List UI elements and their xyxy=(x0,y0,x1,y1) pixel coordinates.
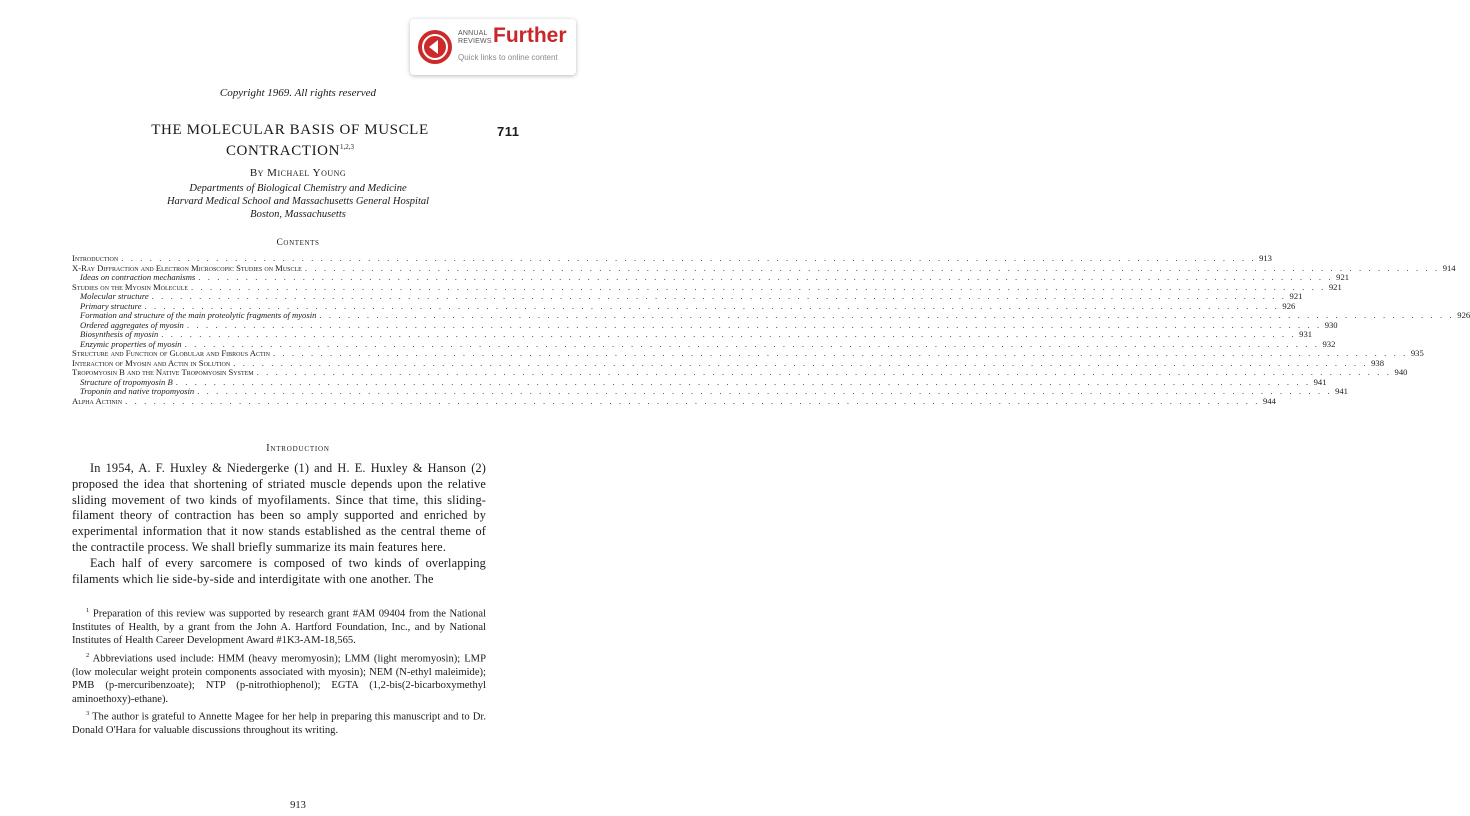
toc-entry-label: Ordered aggregates of myosin xyxy=(80,319,184,330)
footnotes xyxy=(72,604,486,738)
toc-entry-page: 941 xyxy=(1335,386,1348,396)
toc-entry-page: 931 xyxy=(1299,329,1313,339)
footnote-mark: 3 xyxy=(86,709,90,717)
toc-entry-label: Interaction of Myosin and Actin in Solution xyxy=(72,357,231,368)
footnote-mark: 1 xyxy=(86,607,90,614)
toc-leader-dots: . . . . . . . . . . . . . . . . . . . . . . . . . . . . . . . . . . . . . . . . . . . . . . . . . . . . . . . . . . . . . . . . . . . . . . . . . . . . . . . . . . . . . . . . . . . . . . . . . . . . . . . . . . . . . . . . . . . . . . . . xyxy=(256,367,1392,377)
toc-entry-page: 921 xyxy=(1328,281,1342,292)
toc-leader-dots: . . . . . . . . . . . . . . . . . . . . . . . . . . . . . . . . . . . . . . . . . . . . . . . . . . . . . . . . . . . . . . . . . . . . . . . . . . . . . . . . . . . . . . . . . . . . . . . . . . . . . . . . . . . . . . . . . . . . . . . . xyxy=(184,338,1320,349)
affiliation-line-1: Departments of Biological Chemistry and Medicine xyxy=(189,183,407,194)
toc-entry-label: X-Ray Diffraction and Electron Microscopic Studies on Muscle xyxy=(72,262,302,273)
introduction-heading: Introduction xyxy=(266,443,330,454)
affiliation-line-3: Boston, Massachusetts xyxy=(250,209,346,220)
toc-leader-dots: . . . . . . . . . . . . . . . . . . . . . . . . . . . . . . . . . . . . . . . . . . . . . . . . . . . . . . . . . . . . . . . . . . . . . . . . . . . . . . . . . . . . . . . . . . . . . . . . . . . . . . . . . . . . . . . . . . . . . . . . xyxy=(151,291,1287,301)
page-number-top: 711 xyxy=(497,124,520,139)
toc-leader-dots: . . . . . . . . . . . . . . . . . . . . . . . . . . . . . . . . . . . . . . . . . . . . . . . . . . . . . . . . . . . . . . . . . . . . . . . . . . . . . . . . . . . . . . . . . . . . . . . . . . . . . . . . . . . . . . . . . . . . . . . . xyxy=(272,348,1408,358)
footnote-mark: 2 xyxy=(86,651,90,659)
toc-entry-page: 913 xyxy=(1259,253,1272,263)
toc-entry-label: Primary structure xyxy=(80,300,142,311)
toc-entry-label: Alpha Actinin xyxy=(72,395,123,406)
toc-leader-dots: . . . . . . . . . . . . . . . . . . . . . . . . . . . . . . . . . . . . . . . . . . . . . . . . . . . . . . . . . . . . . . . . . . . . . . . . . . . . . . . . . . . . . . . . . . . . . . . . . . . . . . . . . . . . . . . . . . . . . . . . xyxy=(125,395,1260,406)
toc-entry-page: 921 xyxy=(1336,272,1350,282)
footnote-3 xyxy=(72,707,486,737)
toc-entry-page: 944 xyxy=(1262,395,1276,406)
body-paragraph: Each half of every sarcomere is composed of two kinds of overlapping filaments which lie side-by-side and interdigitate with one another. The xyxy=(72,555,486,586)
toc-entry-label: Introduction xyxy=(72,253,119,263)
toc-entry-page: 930 xyxy=(1324,319,1338,330)
toc-entry-label: Structure of tropomyosin B xyxy=(80,376,173,387)
affiliation-line-2: Harvard Medical School and Massachusetts General Hospital xyxy=(166,196,430,207)
further-tagline[interactable]: Quick links to online content xyxy=(458,53,558,62)
toc-leader-dots: . . . . . . . . . . . . . . . . . . . . . . . . . . . . . . . . . . . . . . . . . . . . . . . . . . . . . . . . . . . . . . . . . . . . . . . . . . . . . . . . . . . . . . . . . . . . . . . . . . . . . . . . . . . . . . . . . . . . . . . . xyxy=(144,300,1280,311)
title-line-1: THE MOLECULAR BASIS OF MUSCLE xyxy=(151,122,429,138)
toc-leader-dots: . . . . . . . . . . . . . . . . . . . . . . . . . . . . . . . . . . . . . . . . . . . . . . . . . . . . . . . . . . . . . . . . . . . . . . . . . . . . . . . . . . . . . . . . . . . . . . . . . . . . . . . . . . . . . . . . . . . . . . . . xyxy=(186,319,1322,330)
toc-entry-page: 935 xyxy=(1410,348,1424,358)
toc-leader-dots: . . . . . . . . . . . . . . . . . . . . . . . . . . . . . . . . . . . . . . . . . . . . . . . . . . . . . . . . . . . . . . . . . . . . . . . . . . . . . . . . . . . . . . . . . . . . . . . . . . . . . . . . . . . . . . . . . . . . . . . . xyxy=(198,272,1334,282)
toc-entry-label: Formation and structure of the main proteolytic fragments of myosin xyxy=(80,310,317,320)
title-line-2: CONTRACTION xyxy=(225,143,341,159)
toc-entry-page: 940 xyxy=(1394,367,1408,377)
toc-leader-dots: . . . . . . . . . . . . . . . . . . . . . . . . . . . . . . . . . . . . . . . . . . . . . . . . . . . . . . . . . . . . . . . . . . . . . . . . . . . . . . . . . . . . . . . . . . . . . . . . . . . . . . . . . . . . . . . . . . . . . . . . xyxy=(161,329,1297,339)
further-banner[interactable] xyxy=(410,19,576,75)
footnote-text: Preparation of this review was supported by research grant #AM 09404 from the National Institutes of Health, by a grant from the John A. Hartford Foundation, Inc., and by National Institutes of Health Career Development Award #1K3-AM-18,565. xyxy=(72,608,486,647)
toc-entry-label: Enzymic properties of myosin xyxy=(80,338,182,349)
toc-entry-label: Tropomyosin B and the Native Tropomyosin System xyxy=(72,367,254,377)
annual-reviews-logo-icon xyxy=(418,30,452,64)
body-text xyxy=(72,461,486,587)
footnote-text: The author is grateful to Annette Magee for her help in preparing this manuscript and to Dr. Donald O'Hara for valuable discussions throughout its writing. xyxy=(72,711,486,736)
toc-entry xyxy=(72,395,1276,407)
toc-leader-dots: . . . . . . . . . . . . . . . . . . . . . . . . . . . . . . . . . . . . . . . . . . . . . . . . . . . . . . . . . . . . . . . . . . . . . . . . . . . . . . . . . . . . . . . . . . . . . . . . . . . . . . . . . . . . . . . . . . . . . . . . xyxy=(319,310,1455,320)
toc-entry-page: 921 xyxy=(1289,291,1303,301)
toc-entry-page: 932 xyxy=(1322,338,1336,349)
toc-leader-dots: . . . . . . . . . . . . . . . . . . . . . . . . . . . . . . . . . . . . . . . . . . . . . . . . . . . . . . . . . . . . . . . . . . . . . . . . . . . . . . . . . . . . . . . . . . . . . . . . . . . . . . . . . . . . . . . . . . . . . . . . xyxy=(233,357,1369,368)
footnote-text: Abbreviations used include: HMM (heavy meromyosin); LMM (light meromyosin); LMP (low molecular weight protein components associated with myosin); NEM (N-ethyl maleimide); PMB (p-mercuribenzoate); NTP (p-nitrothiophenol); EGTA (1,2-bis(2-bicarboxymethyl aminoethoxy)-ethane). xyxy=(72,653,486,705)
toc-entry-label: Ideas on contraction mechanisms xyxy=(80,272,196,282)
further-headline[interactable]: Further xyxy=(493,24,567,47)
toc-leader-dots: . . . . . . . . . . . . . . . . . . . . . . . . . . . . . . . . . . . . . . . . . . . . . . . . . . . . . . . . . . . . . . . . . . . . . . . . . . . . . . . . . . . . . . . . . . . . . . . . . . . . . . . . . . . . . . . . . . . . . . . . xyxy=(304,262,1440,273)
toc-entry-page: 938 xyxy=(1371,357,1384,368)
page-number-bottom: 913 xyxy=(290,800,306,811)
footnote-1 xyxy=(72,604,486,648)
toc-entry-label: Structure and Function of Globular and Fibrous Actin xyxy=(72,348,270,358)
toc-entry-label: Troponin and native tropomyosin xyxy=(80,386,195,396)
toc-entry-label: Molecular structure xyxy=(80,291,149,301)
toc-leader-dots: . . . . . . . . . . . . . . . . . . . . . . . . . . . . . . . . . . . . . . . . . . . . . . . . . . . . . . . . . . . . . . . . . . . . . . . . . . . . . . . . . . . . . . . . . . . . . . . . . . . . . . . . . . . . . . . . . . . . . . . . xyxy=(190,281,1326,292)
toc-leader-dots: . . . . . . . . . . . . . . . . . . . . . . . . . . . . . . . . . . . . . . . . . . . . . . . . . . . . . . . . . . . . . . . . . . . . . . . . . . . . . . . . . . . . . . . . . . . . . . . . . . . . . . . . . . . . . . . . . . . . . . . . xyxy=(121,253,1257,263)
body-paragraph: In 1954, A. F. Huxley & Niedergerke (1) and H. E. Huxley & Hanson (2) proposed the idea that shortening of striated muscle depends upon the relative sliding movement of two kinds of myofilaments. Since that time, this sliding-filament theory of contraction has been so amply supported and enriched by experimental information that it now stands established as the central theme of the contractile process. We shall briefly summarize its main features here. xyxy=(72,461,486,554)
toc-leader-dots: . . . . . . . . . . . . . . . . . . . . . . . . . . . . . . . . . . . . . . . . . . . . . . . . . . . . . . . . . . . . . . . . . . . . . . . . . . . . . . . . . . . . . . . . . . . . . . . . . . . . . . . . . . . . . . . . . . . . . . . . xyxy=(197,386,1333,396)
title-footnote-marks: 1,2,3 xyxy=(340,143,355,151)
toc-entry-page: 926 xyxy=(1282,300,1296,311)
toc-entry-page: 941 xyxy=(1313,376,1327,387)
toc-entry-label: Biosynthesis of myosin xyxy=(80,329,159,339)
toc-entry-page: 914 xyxy=(1442,262,1456,273)
author-line: By Michael Young xyxy=(249,167,347,179)
toc-leader-dots: . . . . . . . . . . . . . . . . . . . . . . . . . . . . . . . . . . . . . . . . . . . . . . . . . . . . . . . . . . . . . . . . . . . . . . . . . . . . . . . . . . . . . . . . . . . . . . . . . . . . . . . . . . . . . . . . . . . . . . . . xyxy=(175,376,1311,387)
contents-heading: Contents xyxy=(276,238,320,248)
article-title xyxy=(108,122,472,160)
copyright-line: Copyright 1969. All rights reserved xyxy=(219,87,377,99)
table-of-contents xyxy=(72,253,1470,406)
footnote-2 xyxy=(72,649,486,706)
toc-entry-page: 926 xyxy=(1457,310,1470,320)
toc-entry-label: Studies on the Myosin Molecule xyxy=(72,281,188,292)
annual-reviews-label: ANNUAL REVIEWS xyxy=(458,30,492,45)
